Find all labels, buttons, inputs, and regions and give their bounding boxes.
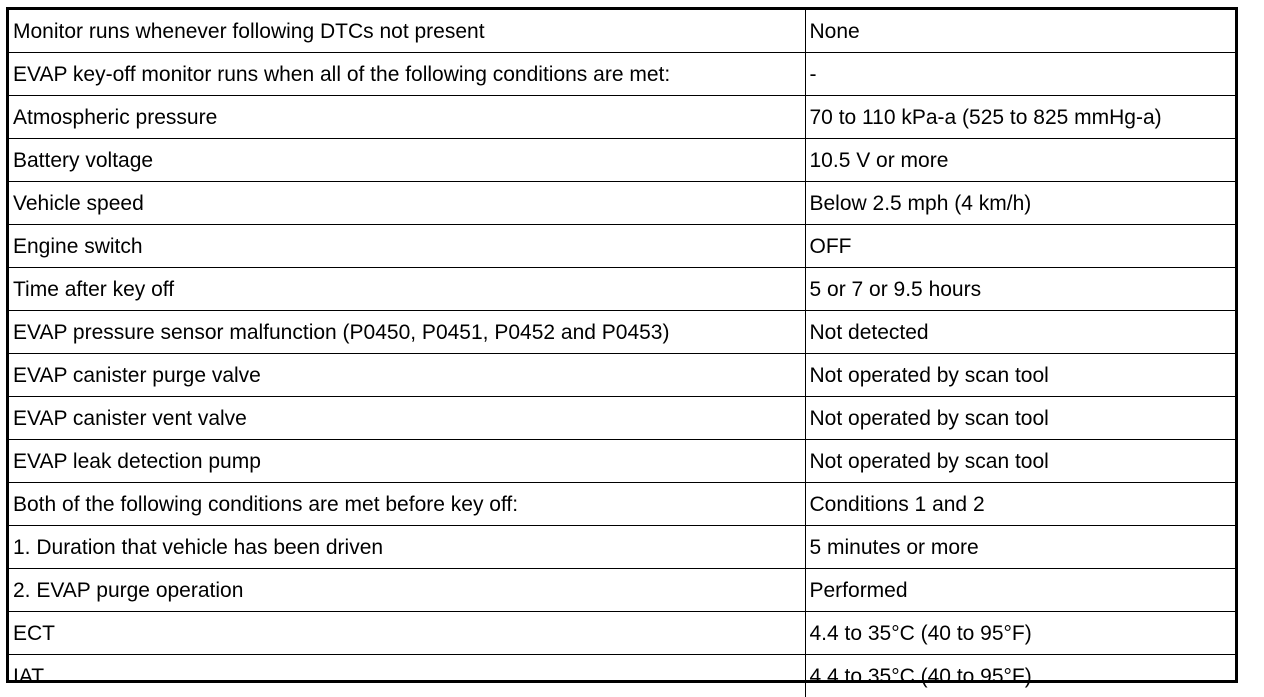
- condition-cell: IAT: [9, 655, 805, 697]
- condition-cell: EVAP key-off monitor runs when all of the following conditions are met:: [9, 53, 805, 96]
- condition-cell: Engine switch: [9, 225, 805, 268]
- condition-cell: 2. EVAP purge operation: [9, 569, 805, 612]
- value-cell: Conditions 1 and 2: [805, 483, 1235, 526]
- condition-cell: Monitor runs whenever following DTCs not present: [9, 10, 805, 53]
- conditions-table-container: [6, 7, 1238, 683]
- table-row: [9, 526, 1235, 569]
- table-row: [9, 96, 1235, 139]
- table-row: [9, 182, 1235, 225]
- table-row: [9, 440, 1235, 483]
- value-cell: None: [805, 10, 1235, 53]
- table-row: [9, 483, 1235, 526]
- condition-cell: EVAP canister purge valve: [9, 354, 805, 397]
- table-row: [9, 53, 1235, 96]
- condition-cell: Both of the following conditions are met before key off:: [9, 483, 805, 526]
- conditions-table: [9, 10, 1235, 697]
- table-row: [9, 225, 1235, 268]
- condition-cell: Vehicle speed: [9, 182, 805, 225]
- value-cell: 4.4 to 35°C (40 to 95°F): [805, 612, 1235, 655]
- condition-cell: Atmospheric pressure: [9, 96, 805, 139]
- table-row: [9, 10, 1235, 53]
- value-cell: 70 to 110 kPa-a (525 to 825 mmHg-a): [805, 96, 1235, 139]
- table-row: [9, 311, 1235, 354]
- table-row: [9, 397, 1235, 440]
- table-row: [9, 612, 1235, 655]
- condition-cell: Battery voltage: [9, 139, 805, 182]
- condition-cell: EVAP pressure sensor malfunction (P0450, P0451, P0452 and P0453): [9, 311, 805, 354]
- value-cell: Not detected: [805, 311, 1235, 354]
- condition-cell: Time after key off: [9, 268, 805, 311]
- condition-cell: EVAP canister vent valve: [9, 397, 805, 440]
- value-cell: 5 minutes or more: [805, 526, 1235, 569]
- value-cell: 4.4 to 35°C (40 to 95°F): [805, 655, 1235, 697]
- condition-cell: ECT: [9, 612, 805, 655]
- value-cell: Not operated by scan tool: [805, 397, 1235, 440]
- value-cell: Below 2.5 mph (4 km/h): [805, 182, 1235, 225]
- value-cell: Performed: [805, 569, 1235, 612]
- table-row: [9, 655, 1235, 697]
- table-row: [9, 354, 1235, 397]
- value-cell: OFF: [805, 225, 1235, 268]
- value-cell: Not operated by scan tool: [805, 440, 1235, 483]
- value-cell: 10.5 V or more: [805, 139, 1235, 182]
- value-cell: -: [805, 53, 1235, 96]
- table-row: [9, 139, 1235, 182]
- condition-cell: EVAP leak detection pump: [9, 440, 805, 483]
- value-cell: 5 or 7 or 9.5 hours: [805, 268, 1235, 311]
- value-cell: Not operated by scan tool: [805, 354, 1235, 397]
- condition-cell: 1. Duration that vehicle has been driven: [9, 526, 805, 569]
- table-row: [9, 268, 1235, 311]
- table-row: [9, 569, 1235, 612]
